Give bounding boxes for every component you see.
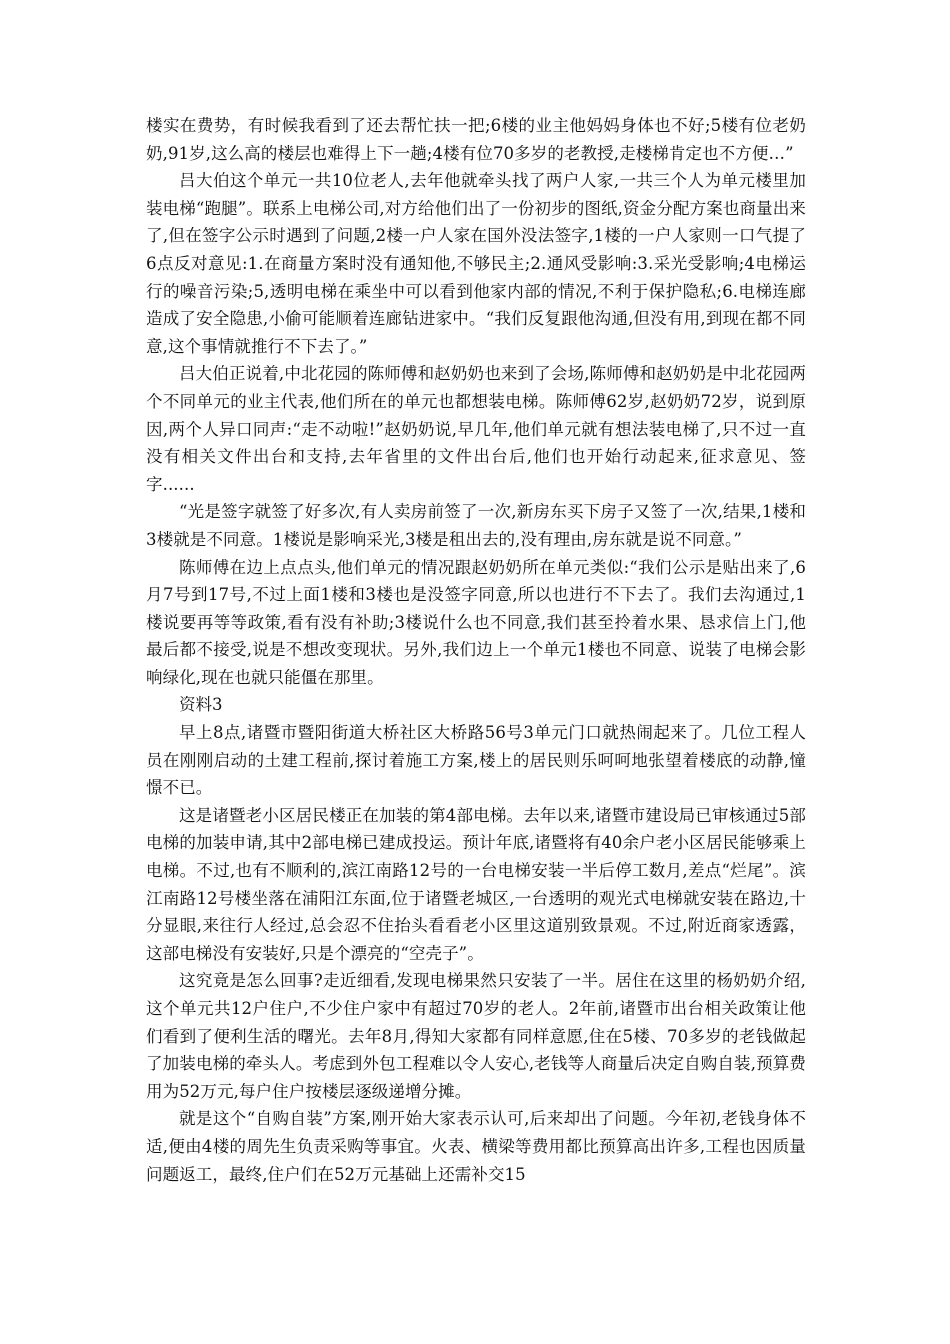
- paragraph-9: 就是这个“自购自装”方案,刚开始大家表示认可,后来却出了问题。今年初,老钱身体不适,便由4楼的周先生负责采购等事宜。火表、横梁等费用都比预算高出许多,工程也因质量问题返工，最终,住户们在52万元基础上还需补交15: [146, 1109, 806, 1184]
- paragraph-2: 吕大伯这个单元一共10位老人,去年他就牵头找了两户人家,一共三个人为单元楼里加装电梯“跑腿”。联系上电梯公司,对方给他们出了一份初步的图纸,资金分配方案也商量出来了,但在签字公示时遇到了问题,2楼一户人家在国外没法签字,1楼的一户人家则一口气提了6点反对意见:1.在商量方案时没有通知他,不够民主;2.通风受影响:3.采光受影响;4电梯运行的噪音污染;5,透明电梯在乘坐中可以看到他家内部的情况,不利于保护隐私;6.电梯连廊造成了安全隐患,小偷可能顺着连廊钻进家中。“我们反复跟他沟通,但没有用,到现在都不同意,这个事情就推行不下去了。”: [146, 171, 806, 356]
- paragraph-3: 吕大伯正说着,中北花园的陈师傅和赵奶奶也来到了会场,陈师傅和赵奶奶是中北花园两个不同单元的业主代表,他们所在的单元也都想装电梯。陈师傅62岁,赵奶奶72岁，说到原因,两个人异口同声:“走不动啦!”赵奶奶说,早几年,他们单元就有想法装电梯了,只不过一直没有相关文件出台和支持,去年省里的文件出台后,他们也开始行动起来,征求意见、签字......: [146, 364, 806, 494]
- paragraph-5: 陈师傅在边上点点头,他们单元的情况跟赵奶奶所在单元类似:“我们公示是贴出来了,6月7号到17号,不过上面1楼和3楼也是没签字同意,所以也进行不下去了。我们去沟通过,1楼说要再等等政策,看有没有补助;3楼说什么也不同意,我们甚至拎着水果、恳求信上门,他最后都不接受,说是不想改变现状。另外,我们边上一个单元1楼也不同意、说装了电梯会影响绿化,现在也就只能僵在那里。: [146, 557, 806, 687]
- paragraph-8: 这究竟是怎么回事?走近细看,发现电梯果然只安装了一半。居住在这里的杨奶奶介绍,这个单元共12户住户,不少住户家中有超过70岁的老人。2年前,诸暨市出台相关政策让他们看到了便利生活的曙光。去年8月,得知大家都有同样意愿,住在5楼、70多岁的老钱做起了加装电梯的牵头人。考虑到外包工程难以令人安心,老钱等人商量后决定自购自装,预算费用为52万元,每户住户按楼层逐级递增分摊。: [146, 971, 806, 1101]
- paragraph-7: 这是诸暨老小区居民楼正在加装的第4部电梯。去年以来,诸暨市建设局已审核通过5部电梯的加装申请,其中2部电梯已建成投运。预计年底,诸暨将有40余户老小区居民能够乘上电梯。不过,也有不顺利的,滨江南路12号的一台电梯安装一半后停工数月,差点“烂尾”。滨江南路12号楼坐落在浦阳江东面,位于诸暨老城区,一台透明的观光式电梯就安装在路边,十分显眼,来往行人经过,总会忍不住抬头看看老小区里这道别致景观。不过,附近商家透露，这部电梯没有安装好,只是个漂亮的“空壳子”。: [146, 805, 806, 963]
- section-heading-material-3: 资料3: [179, 695, 223, 715]
- paragraph-6: 早上8点,诸暨市暨阳街道大桥社区大桥路56号3单元门口就热闹起来了。几位工程人员在刚刚启动的土建工程前,探讨着施工方案,楼上的居民则乐呵呵地张望着楼底的动静,憧憬不已。: [146, 723, 806, 798]
- paragraph-1: 楼实在费势，有时候我看到了还去帮忙扶一把;6楼的业主他妈妈身体也不好;5楼有位老奶奶,91岁,这么高的楼层也难得上下一趟;4楼有位70多岁的老教授,走楼梯肯定也不方便…”: [146, 116, 806, 163]
- paragraph-4: “光是签字就签了好多次,有人卖房前签了一次,新房东买下房子又签了一次,结果,1楼和3楼就是不同意。1楼说是影响采光,3楼是租出去的,没有理由,房东就是说不同意。”: [146, 502, 806, 549]
- document-page: [146, 112, 806, 1188]
